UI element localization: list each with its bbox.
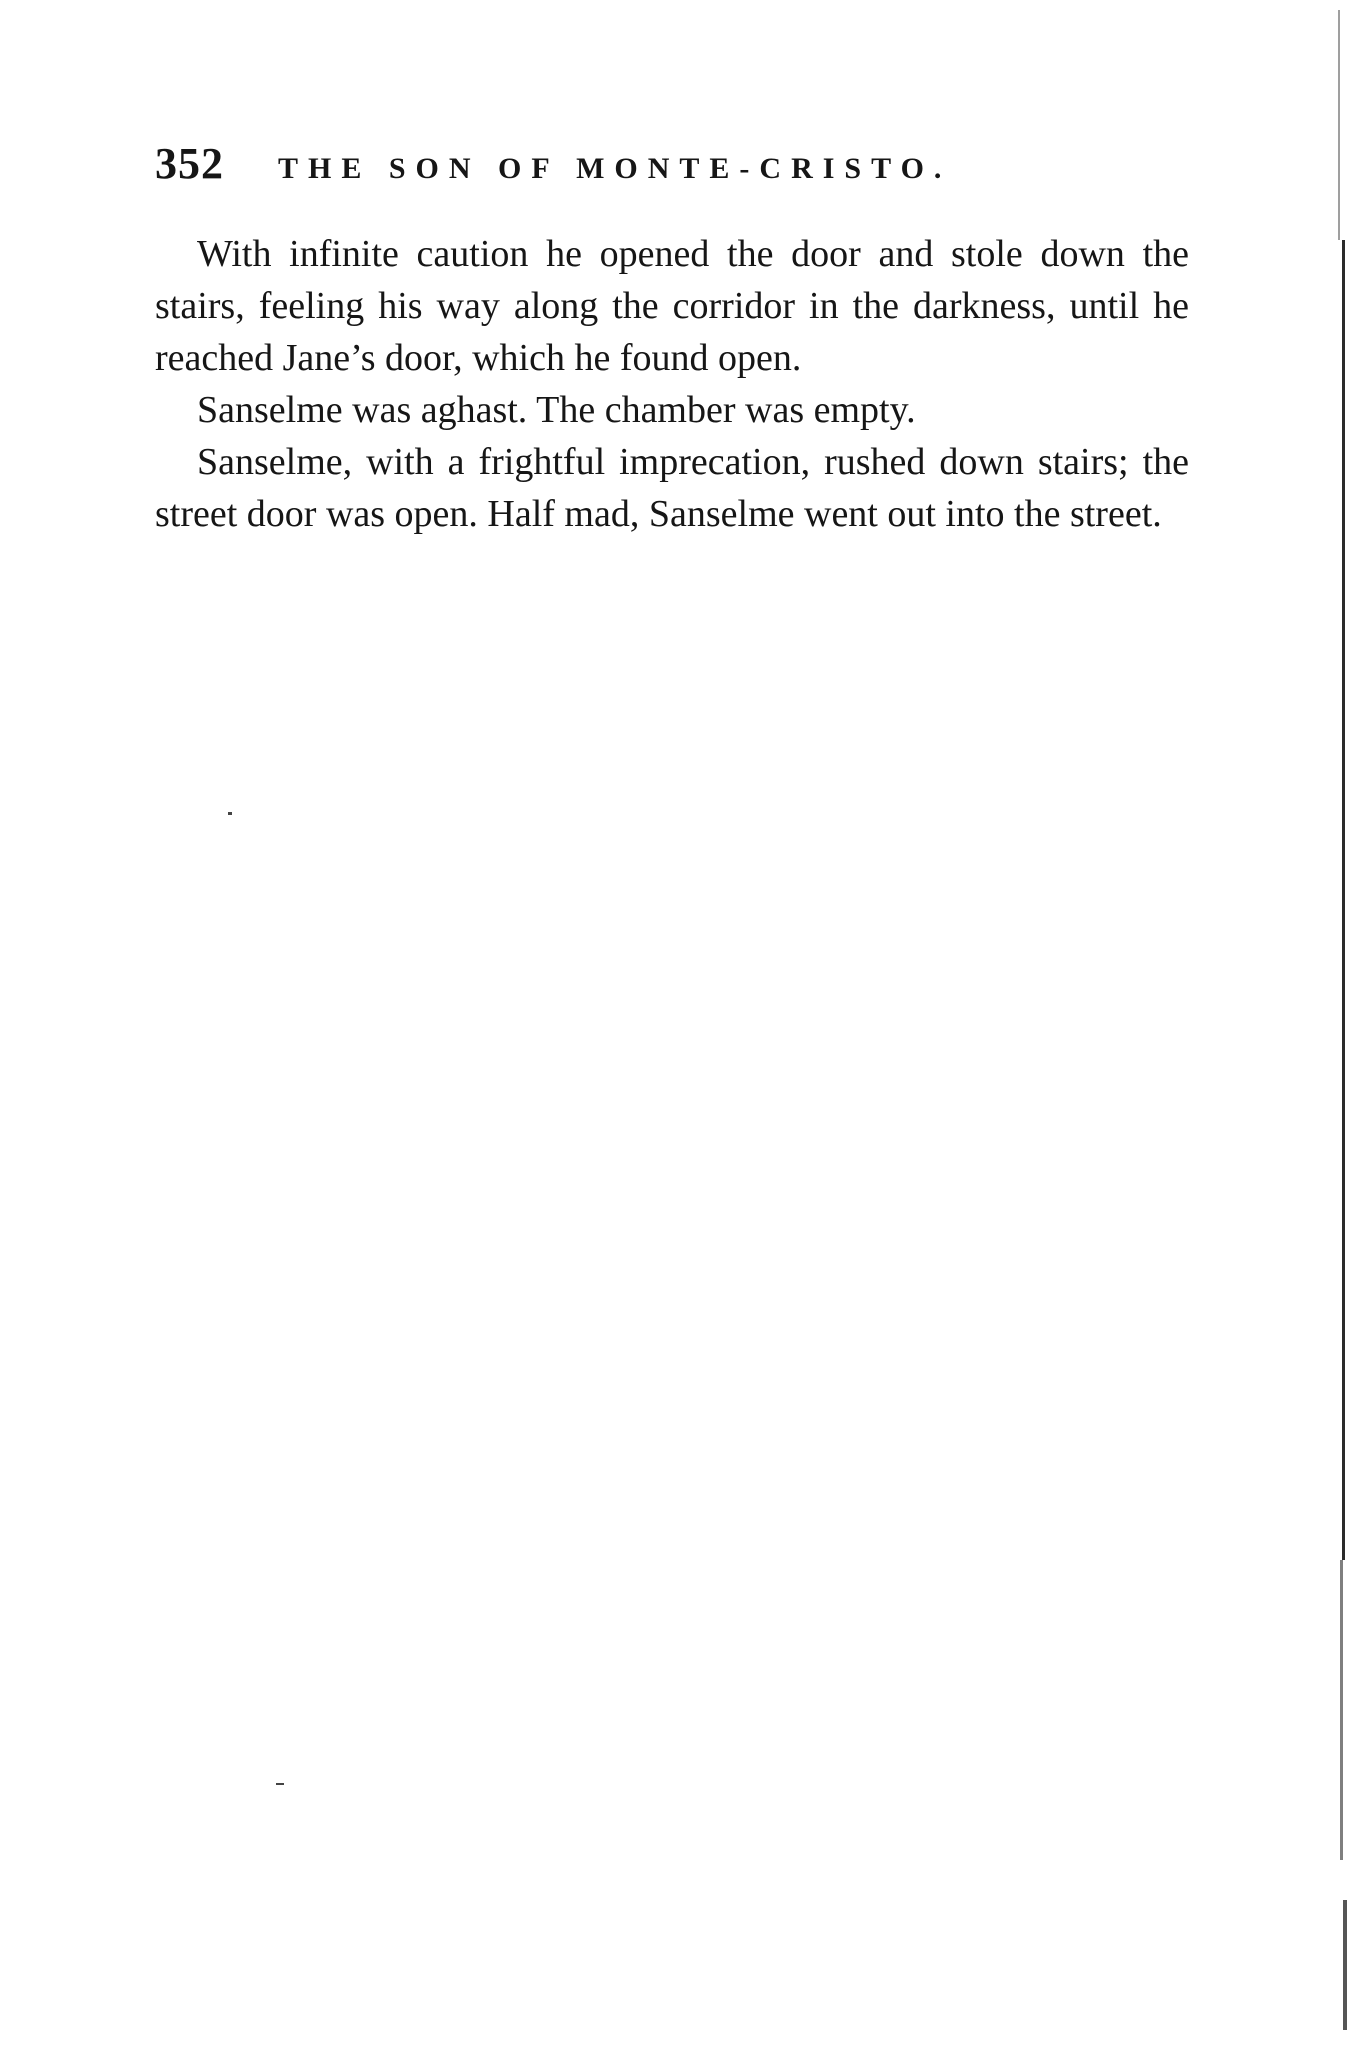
- paragraph: [155, 436, 1189, 540]
- edge-shadow: [1340, 1560, 1343, 1860]
- text-line: Sanselme, with a frightful imprecation, rushed down: [197, 441, 1024, 483]
- body-text: [155, 228, 1189, 540]
- paragraph: [155, 384, 1189, 436]
- text-line: found open.: [619, 337, 802, 379]
- edge-shadow: [1338, 10, 1340, 240]
- text-line: stairs; the street door was open. Half mad, Sanselme: [155, 441, 1189, 535]
- text-line: down the stairs, feeling his way along the corridor in: [155, 233, 1190, 327]
- running-title: THE SON OF MONTE-CRISTO.: [278, 152, 952, 185]
- paragraph: [155, 228, 1189, 384]
- ink-speck: [228, 812, 232, 815]
- running-head: [155, 138, 1195, 198]
- edge-shadow: [1343, 1900, 1347, 2030]
- page-number: 352: [155, 139, 224, 188]
- scanned-page-edge: [1318, 0, 1358, 2048]
- text-line: Sanselme was aghast. The chamber was empty.: [197, 389, 916, 431]
- ink-speck: [276, 1783, 284, 1785]
- text-line: With infinite caution he opened the door and stole: [197, 233, 1023, 275]
- text-line: the darkness, until he reached Jane’s door, which he: [155, 285, 1189, 379]
- edge-shadow: [1342, 240, 1345, 1560]
- text-line: went out into the street.: [804, 493, 1162, 535]
